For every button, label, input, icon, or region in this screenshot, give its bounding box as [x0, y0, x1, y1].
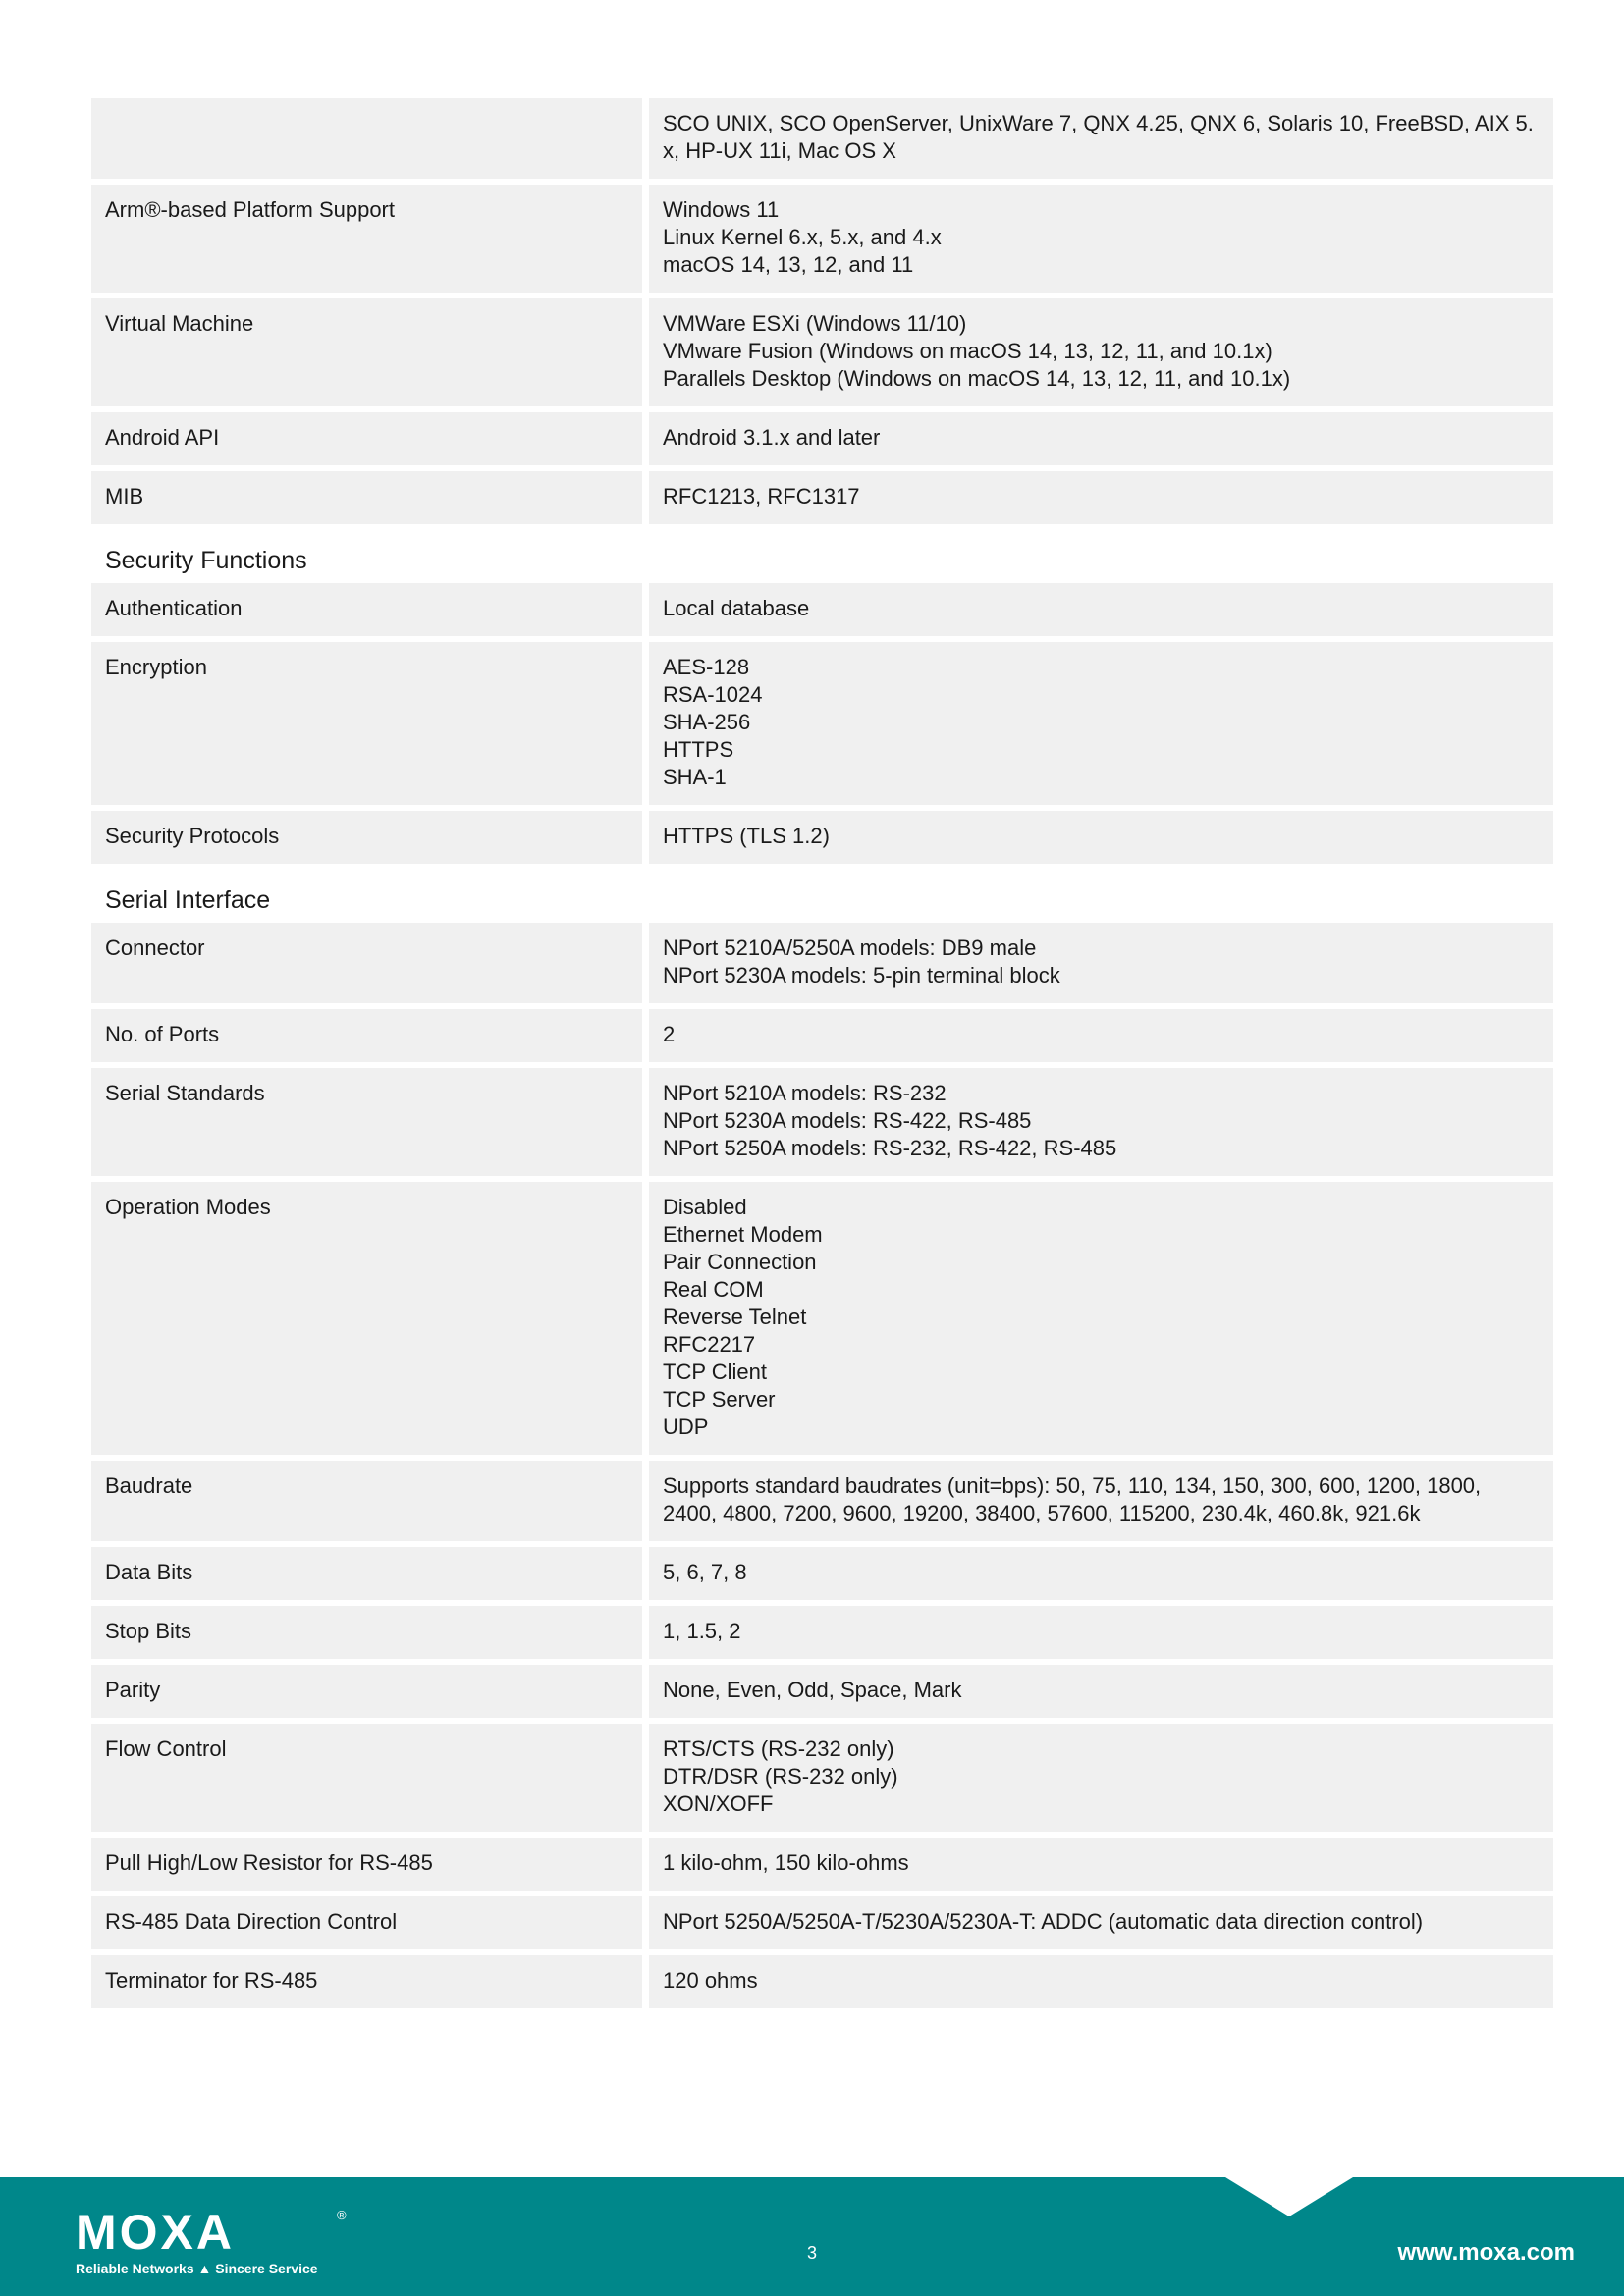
spec-row-baudrate: [91, 1461, 1553, 1541]
spec-value: [649, 412, 1553, 465]
spec-value-line: x, HP-UX 11i, Mac OS X: [663, 138, 896, 163]
spec-label: No. of Ports: [91, 1009, 642, 1062]
spec-value: [649, 185, 1553, 293]
spec-value: [649, 1068, 1553, 1176]
spec-label: Virtual Machine: [91, 298, 642, 406]
spec-value-line: 1 kilo-ohm, 150 kilo-ohms: [663, 1850, 909, 1875]
spec-label: Terminator for RS-485: [91, 1955, 642, 2008]
spec-row-serial-standards: [91, 1068, 1553, 1176]
spec-label: Serial Standards: [91, 1068, 642, 1176]
spec-row-authentication: [91, 583, 1553, 636]
spec-value: [649, 1009, 1553, 1062]
spec-value-line: Supports standard baudrates (unit=bps): 50, 75, 110, 134, 150, 300, 600, 1200, 1800,: [663, 1473, 1482, 1498]
spec-value-line: Real COM: [663, 1277, 764, 1302]
spec-label: RS-485 Data Direction Control: [91, 1896, 642, 1949]
spec-value-line: RTS/CTS (RS-232 only): [663, 1736, 894, 1761]
spec-row-flow-control: [91, 1724, 1553, 1832]
spec-value-line: SHA-256: [663, 710, 751, 734]
spec-row-no-of-ports: [91, 1009, 1553, 1062]
spec-table: [91, 98, 1553, 2014]
spec-value-line: RFC2217: [663, 1332, 756, 1357]
spec-value-line: XON/XOFF: [663, 1791, 774, 1816]
spec-value-line: HTTPS (TLS 1.2): [663, 824, 830, 848]
spec-value-line: RFC1213, RFC1317: [663, 484, 860, 508]
spec-value-line: Pair Connection: [663, 1250, 817, 1274]
spec-value: [649, 923, 1553, 1003]
registered-mark-icon: ®: [337, 2208, 347, 2222]
spec-value-line: DTR/DSR (RS-232 only): [663, 1764, 898, 1789]
spec-label: Connector: [91, 923, 642, 1003]
spec-value-line: None, Even, Odd, Space, Mark: [663, 1678, 962, 1702]
spec-value: [649, 583, 1553, 636]
spec-row-encryption: [91, 642, 1553, 805]
spec-value-line: NPort 5230A models: RS-422, RS-485: [663, 1108, 1032, 1133]
spec-value-line: Reverse Telnet: [663, 1305, 807, 1329]
spec-value-line: NPort 5250A models: RS-232, RS-422, RS-485: [663, 1136, 1117, 1160]
spec-row-android-api: [91, 412, 1553, 465]
spec-value-line: TCP Server: [663, 1387, 776, 1412]
spec-label: Pull High/Low Resistor for RS-485: [91, 1838, 642, 1891]
spec-value-line: UDP: [663, 1415, 709, 1439]
spec-row-security-protocols: [91, 811, 1553, 864]
section-heading-security: Security Functions: [105, 547, 307, 574]
spec-value-line: macOS 14, 13, 12, and 11: [663, 252, 914, 277]
spec-label: Parity: [91, 1665, 642, 1718]
spec-row-stop-bits: [91, 1606, 1553, 1659]
footer-notch: [1225, 2177, 1353, 2216]
spec-row-terminator-for-rs-485: [91, 1955, 1553, 2008]
spec-value-line: SHA-1: [663, 765, 727, 789]
spec-value-line: Windows 11: [663, 197, 780, 222]
spec-value: [649, 1896, 1553, 1949]
spec-value-line: NPort 5250A/5250A-T/5230A/5230A-T: ADDC (automatic data direction control): [663, 1909, 1424, 1934]
spec-row-connector: [91, 923, 1553, 1003]
spec-label: [91, 98, 642, 179]
spec-value: [649, 811, 1553, 864]
spec-label: Arm®-based Platform Support: [91, 185, 642, 293]
spec-value-line: AES-128: [663, 655, 750, 679]
spec-label: Baudrate: [91, 1461, 642, 1541]
logo-wordmark: MOXA: [76, 2205, 235, 2260]
spec-value-line: HTTPS: [663, 737, 734, 762]
spec-value-line: VMWare ESXi (Windows 11/10): [663, 311, 967, 336]
spec-row-rs-485-data-direction-control: [91, 1896, 1553, 1949]
spec-value-line: RSA-1024: [663, 682, 763, 707]
spec-row-mib: [91, 471, 1553, 524]
spec-value-line: 2400, 4800, 7200, 9600, 19200, 38400, 57600, 115200, 230.4k, 460.8k, 921.6k: [663, 1501, 1421, 1525]
spec-value: [649, 1724, 1553, 1832]
spec-value: [649, 1182, 1553, 1455]
spec-row-row: [91, 98, 1553, 179]
logo-tagline: Reliable Networks ▲ Sincere Service: [76, 2261, 318, 2276]
spec-label: Flow Control: [91, 1724, 642, 1832]
spec-value-line: VMware Fusion (Windows on macOS 14, 13, 12, 11, and 10.1x): [663, 339, 1272, 363]
spec-value: [649, 98, 1553, 179]
spec-value: [649, 1461, 1553, 1541]
spec-row-operation-modes: [91, 1182, 1553, 1455]
spec-value: [649, 471, 1553, 524]
spec-label: Data Bits: [91, 1547, 642, 1600]
spec-value: [649, 1547, 1553, 1600]
section-heading-serial: Serial Interface: [105, 886, 271, 914]
spec-label: Security Protocols: [91, 811, 642, 864]
spec-value-line: 2: [663, 1022, 676, 1046]
spec-label: MIB: [91, 471, 642, 524]
spec-row-arm-based-platform-support: [91, 185, 1553, 293]
spec-label: Android API: [91, 412, 642, 465]
spec-label: Stop Bits: [91, 1606, 642, 1659]
spec-value-line: 5, 6, 7, 8: [663, 1560, 747, 1584]
spec-value: [649, 1838, 1553, 1891]
spec-row-virtual-machine: [91, 298, 1553, 406]
spec-row-parity: [91, 1665, 1553, 1718]
spec-label: Encryption: [91, 642, 642, 805]
spec-value-line: Disabled: [663, 1195, 747, 1219]
spec-label: Operation Modes: [91, 1182, 642, 1455]
page-number: 3: [806, 2243, 817, 2263]
spec-value-line: Parallels Desktop (Windows on macOS 14, 13, 12, 11, and 10.1x): [663, 366, 1291, 391]
spec-value-line: 120 ohms: [663, 1968, 758, 1993]
spec-value-line: NPort 5230A models: 5-pin terminal block: [663, 963, 1060, 988]
spec-value: [649, 1606, 1553, 1659]
spec-value: [649, 1665, 1553, 1718]
spec-value-line: Ethernet Modem: [663, 1222, 823, 1247]
spec-value: [649, 642, 1553, 805]
spec-label: Authentication: [91, 583, 642, 636]
spec-value-line: TCP Client: [663, 1360, 767, 1384]
spec-value-line: NPort 5210A models: RS-232: [663, 1081, 947, 1105]
spec-value-line: SCO UNIX, SCO OpenServer, UnixWare 7, QNX 4.25, QNX 6, Solaris 10, FreeBSD, AIX 5.: [663, 111, 1534, 135]
spec-value-line: Linux Kernel 6.x, 5.x, and 4.x: [663, 225, 942, 249]
footer-url[interactable]: www.moxa.com: [1397, 2239, 1575, 2266]
spec-row-pull-high-low-resistor-for-rs-485: [91, 1838, 1553, 1891]
spec-value: [649, 1955, 1553, 2008]
spec-value-line: Local database: [663, 596, 810, 620]
spec-value: [649, 298, 1553, 406]
spec-value-line: 1, 1.5, 2: [663, 1619, 741, 1643]
spec-value-line: Android 3.1.x and later: [663, 425, 881, 450]
moxa-logo: [76, 2205, 347, 2276]
spec-value-line: NPort 5210A/5250A models: DB9 male: [663, 935, 1037, 960]
spec-row-data-bits: [91, 1547, 1553, 1600]
